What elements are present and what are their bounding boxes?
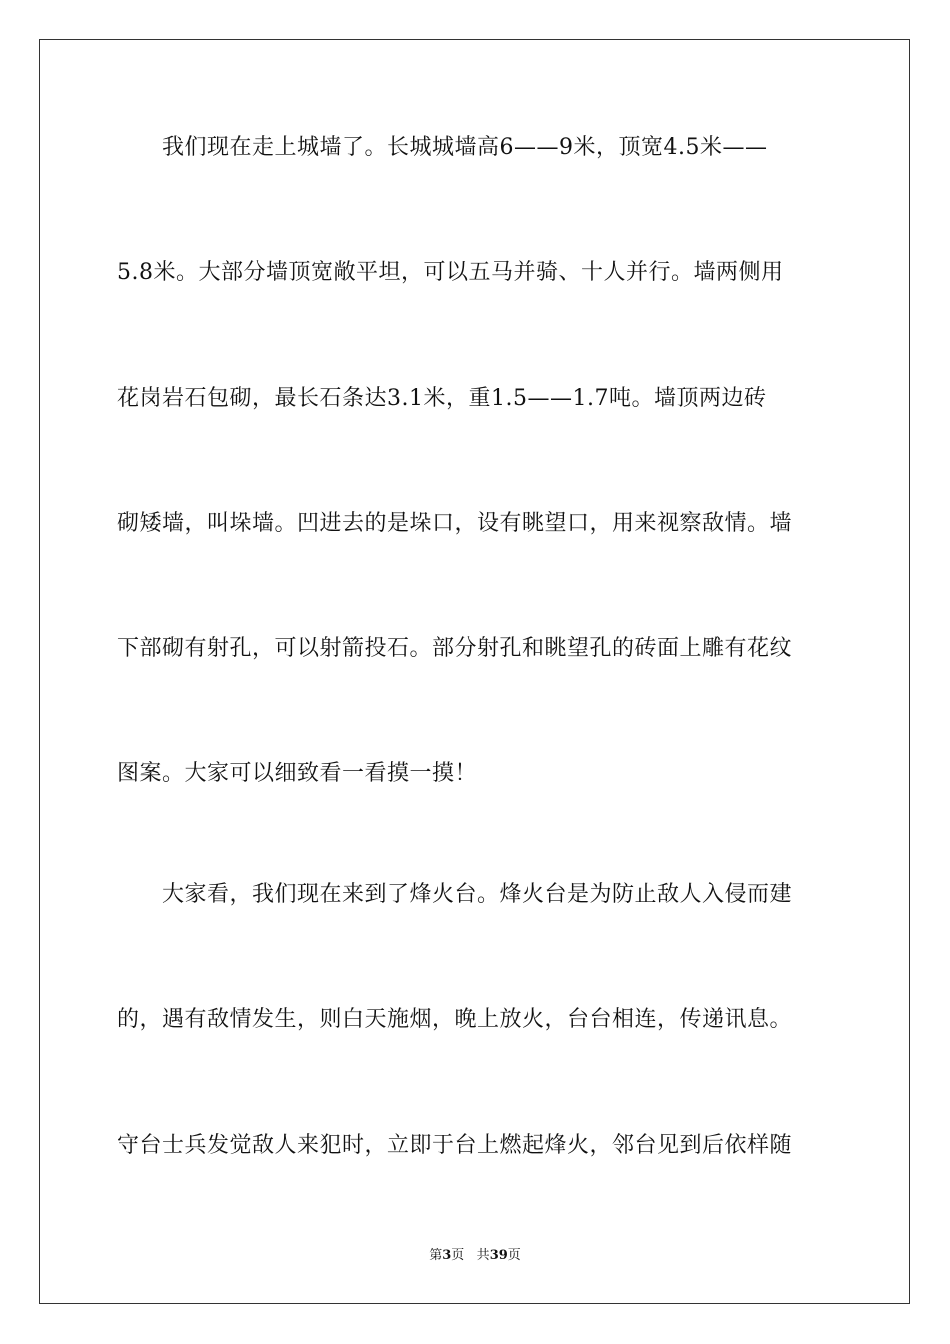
text-line: 大家看，我们现在来到了烽火台。烽火台是为防止敌人入侵而建 bbox=[117, 882, 793, 907]
page-number: 3 bbox=[442, 1248, 452, 1263]
text-line: 我们现在走上城墙了。长城城墙高6——9米，顶宽4.5米—— bbox=[117, 135, 768, 160]
text-line: 下部砌有射孔，可以射箭投石。部分射孔和眺望孔的砖面上雕有花纹 bbox=[117, 636, 793, 661]
text-line: 的，遇有敌情发生，则白天施烟，晚上放火，台台相连，传递讯息。 bbox=[117, 1007, 793, 1032]
page-prefix: 第 bbox=[429, 1248, 443, 1263]
text-line: 砌矮墙，叫垛墙。凹进去的是垛口，设有眺望口，用来视察敌情。墙 bbox=[117, 511, 793, 536]
text-line: 花岗岩石包砌，最长石条达3.1米，重1.5——1.7吨。墙顶两边砖 bbox=[117, 386, 767, 411]
page-border bbox=[39, 39, 910, 1304]
total-suffix: 页 bbox=[507, 1248, 521, 1263]
page-suffix: 页 bbox=[451, 1248, 465, 1263]
total-pages: 39 bbox=[489, 1248, 508, 1263]
text-line: 图案。大家可以细致看一看摸一摸！ bbox=[117, 761, 478, 786]
total-prefix: 共 bbox=[476, 1248, 490, 1263]
text-line: 守台士兵发觉敌人来犯时，立即于台上燃起烽火，邻台见到后依样随 bbox=[117, 1133, 793, 1158]
text-line: 5.8米。大部分墙顶宽敞平坦，可以五马并骑、十人并行。墙两侧用 bbox=[117, 260, 784, 285]
page-footer bbox=[0, 1247, 950, 1265]
